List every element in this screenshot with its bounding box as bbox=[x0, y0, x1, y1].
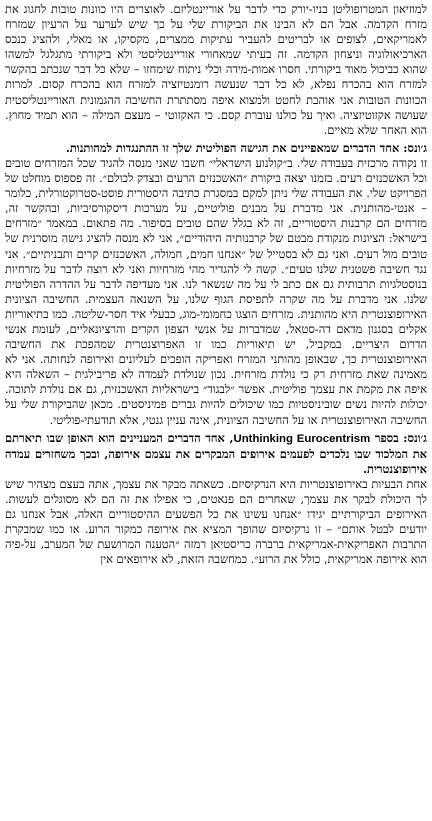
interview-answer-essentialism: זו נקודה מרכזית בעבודה שלי. ב״קולנוע הישראלי״ חשבו שאני מנסה להגיד שכל המזרחים טובים וכל האשכנזים רעים. בזמנו יצאה ביקורת ״האשכנזים הרעים ובצדק לכולם״. זה פספוס מוחלט של הפרויקט שלי. את העבודה שלי ניתן למקם במסגרת כתיבה היסטורית פוסט-סטרוקטורלית, כלומר – אנטי-מהותנית. אני מדברת על מבנים פוליטיים, על מערכות דיסקורסיביות, ובהקשר זה, מזרחים הם קרבנות היסטוריים, זה לא בגלל שהם טובים בסיפור. מה פתאום. במאמר ״מזרחים בישראל: הציונות מנקודת מבטם של קרבנותיה היהודיים״, אני לא מנסה להציג גישה מוסרנית של טובים מול רעים. ואני גם לא בסטייל של ״אנחנו חמים, חמולה, האשכנזים קרים ותבניתיים״. אני נגד חשיבה פשטנית שלנו טעים״. קשה לי להגדיר מהי מזרחיות ואני לא רוצה לדבר על מזרחיות בנוסטלגיות תרבותית גם אם כתב לי על מה שנשאר לנו. אני מעדיפה לדבר על ההדרה הפוליטית שלנו. אני מדברת על מה שקרה לתפיסת הגוף שלנו, על השנאה העצמית. החשיבה הציונית האירופוצנטרית היא מהותנית. מזרחים הוצגו כחמומי-מוג, כבעלי איד חסר-שליטה. כמו בתיאוריות אקלים בסגנון מדאם דה-סטאל, שמדברות על אנשי הצפון הקרים והרציונאליים, לעומת אנשי הדרום היצריים. במקביל, יש תיאוריות כמו זו האפרוצנטרית שמהפכת את החשיבה האירופוצנטרית כך, שבאופן מהותני המזרח ואפריקה הופכים לעליונים ואירופה לנחותה. אני לא מאמינה שאת מזרחית רק כי נולדת מזרחית. נכון שנולדת לעמדה לא פריבילגית – השאלה היא איפה את מקמת את עצמך פוליטית. אפשר ״לבגוד״ בישראליות האשכנזית, גם אם נולדת לתוכה. יכולות להיות נשים שוביניסטיות כמו שיכולים להיות גברים פמיניסטים. מכאן שהביקורת שלי על החשיבה האירופוצנטרית או על החשיבה הציונית, אינה עניין גנטי, אלא תודעתי-פוליטי. bbox=[5, 155, 427, 427]
interview-question-essentialism: ג׳ונס: אחד הדברים שמאפיינים את הגישה הפוליטית שלך זו ההתנגדות למהותנות. bbox=[65, 140, 427, 155]
question-body: , אחד הדברים המעניינים הוא האופן שבו תיארתם את המלכוד שבו נלכדים לפעמים אירופים המבקרים את עצמם אירופה, ובכך משחזרים עמדה אירופוצנטרית. bbox=[5, 430, 427, 476]
paragraph-continued: למוזיאון המטרופוליטן בניו-יורק כדי לדבר על אוריינטליזם. לאוצרים היו כוונות טובות לחגוג את מזרח הקדמה. אבל הם לא הבינו את הביקורת שלי על כך שיש לערער על הרעיון שמזרח לאמריקאים, לצופים או לבריטים להעביר עתיקות ממצרים, מקסיקו, או מאלי, ולהציג כנכס הארכיאולוגיה וניצחון הקדמה. זה בעיתי שמאחורי אוריינטליסטי ולא ביקורתי מתגלגל למשהו שהוא כביכול מאוד ביקורתי. חסרו אמות-מידה וכלי ניתוח שימחזו – שלא כל דבר שנכתב בהקשר למזרח הוא בהכרח נפלא, לא כל דבר שנעשה רומנטיזציה למזרח הוא בהכרח קסום. למרות הכוונות הטובות אני אוהבת לחטט ולמצוא איפה מסתתרת החשיבה ההגמונית האוריינטליסטית שעושה אקזוטיזציה. ואיך על כולנו עוברת קסם. כי האקזוטי – מעצם המילה – הוא תמיד מחוץ. הוא האחר שלא מאיים. bbox=[5, 2, 427, 137]
interview-question-eurocentrism bbox=[5, 431, 427, 477]
interview-answer-eurocentrism: אחת הבעיות באירופוצנטריות היא הנרקיסיזם. כשאתה מבקר את עצמך, אתה בעצם מצהיר שיש לך היכולת לבקר את עצמך, שאחרים הם פנאטים, כי אפילו את זה הם לא מסוגלים לעשות. האירופים הביקורתיים יגידו ״אנחנו עשינו את כל הפשעים ההיסטוריים האלה, אבל אנחנו גם יודעים לבטל אותם״ – זו נרקיסיזם שהופך המציא את אירופה כמקור הרוע. או כמו שמבקרת התרבות האפריקאית-אמריקאית ברברה כריסטיאן רמזה ״הטענה המרושעת של המערב, על-פיה הוא אירופה אמריקאית, כולל את הרוע״. כמחשבה הזאת, לא אירופאים אין bbox=[5, 476, 427, 567]
book-title: Unthinking Eurocentrism bbox=[233, 432, 371, 445]
question-prefix: ג׳ונס: בספר bbox=[374, 430, 427, 445]
